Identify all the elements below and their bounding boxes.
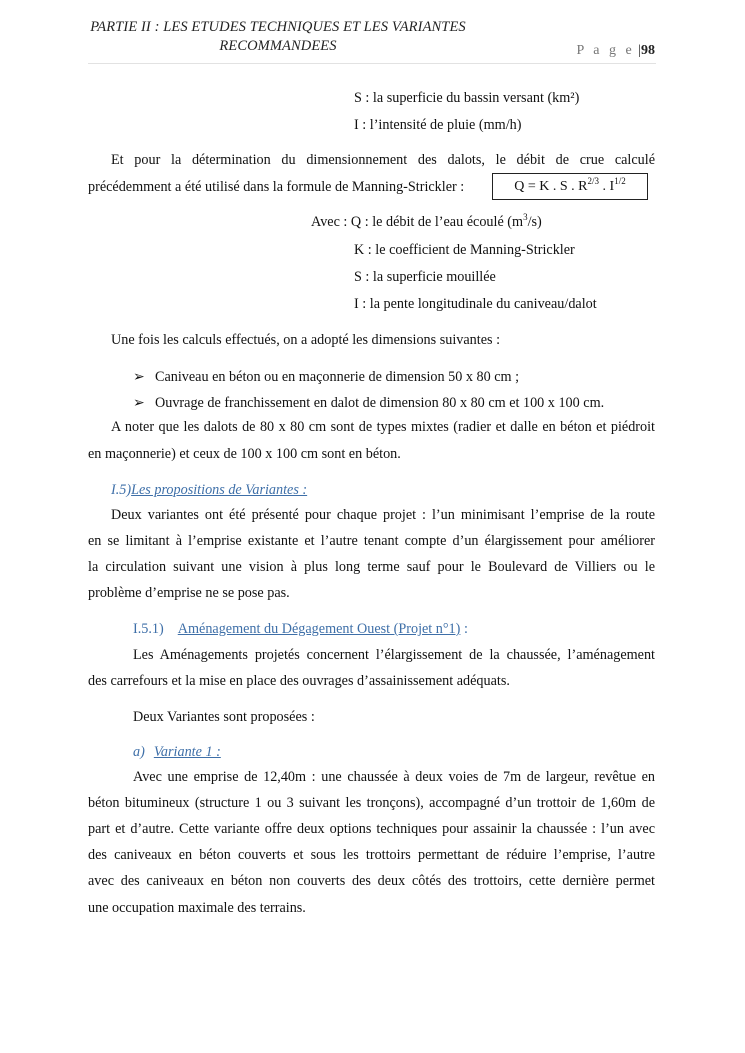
- variante1-line2: béton bitumineux (structure 1 ou 3 suivant les tronçons), accompagné d’un trottoir de 1,60m de: [88, 795, 655, 811]
- header-title-line1: PARTIE II : LES ETUDES TECHNIQUES ET LES VARIANTES: [90, 19, 466, 35]
- variante1-title: Variante 1 :: [153, 744, 221, 760]
- section-i51-title: Aménagement du Dégagement Ouest (Projet n°1): [177, 621, 461, 637]
- para-dalots-line2: précédemment a été utilisé dans la formule de Manning-Strickler :: [88, 179, 465, 195]
- header-title-line2: RECOMMANDEES: [219, 38, 337, 54]
- header-rule: [88, 63, 656, 64]
- def-s: S : la superficie mouillée: [354, 269, 496, 285]
- manning-strickler-formula: [492, 173, 648, 200]
- variantes-line3: la circulation suivant une vision à plus long terme sauf pour le Boulevard de Villiers ou le: [88, 559, 655, 575]
- def-i: I : la pente longitudinale du caniveau/dalot: [354, 296, 597, 312]
- variantes-line4: problème d’emprise ne se pose pas.: [88, 585, 290, 601]
- section-i5-number: I.5): [111, 482, 132, 498]
- formula-base: Q = K . S . R: [514, 179, 588, 194]
- amenagements-line1: Les Aménagements projetés concernent l’élargissement de la chaussée, l’aménagement: [133, 647, 655, 663]
- page-label: P a g e: [576, 43, 635, 58]
- formula-mid: . I: [599, 179, 615, 194]
- page-separator: |: [638, 43, 641, 58]
- section-i51-heading: [133, 619, 468, 639]
- page-number-block: [576, 43, 655, 59]
- variante1-line6: une occupation maximale des terrains.: [88, 900, 306, 916]
- variantes-line1: Deux variantes ont été présenté pour chaque projet : l’un minimisant l’emprise de la route: [111, 507, 655, 523]
- def-avec-q-prefix: Avec : Q : le débit de l’eau écoulé (m: [311, 214, 524, 230]
- variante1-number: a): [133, 744, 145, 760]
- def-avec-q-suffix: /s): [527, 214, 542, 230]
- bullet-caniveau: Caniveau en béton ou en maçonnerie de dimension 50 x 80 cm ;: [155, 369, 520, 385]
- section-i5-heading: [111, 480, 307, 500]
- deux-variantes: Deux Variantes sont proposées :: [133, 709, 315, 725]
- note-line2: en maçonnerie) et ceux de 100 x 100 cm sont en béton.: [88, 446, 401, 462]
- arrow-bullet-icon: ➢: [133, 395, 145, 411]
- section-i51-colon: :: [460, 621, 468, 637]
- page-number: 98: [641, 43, 655, 58]
- section-i5-title: Les propositions de Variantes :: [131, 482, 308, 498]
- def-avec-q: [311, 212, 542, 232]
- note-line1: A noter que les dalots de 80 x 80 cm sont de types mixtes (radier et dalle en béton et piédroit: [111, 419, 655, 435]
- calc-intro: Une fois les calculs effectués, on a adopté les dimensions suivantes :: [111, 332, 501, 348]
- section-i51-number: I.5.1): [133, 621, 164, 637]
- bullet-item: [133, 393, 604, 413]
- amenagements-line2: des carrefours et la mise en place des ouvrages d’assainissement adéquats.: [88, 673, 510, 689]
- def-intensite-pluie: I : l’intensité de pluie (mm/h): [354, 117, 522, 133]
- variante1-line5: avec des caniveaux en béton non couverts des deux côtés des trottoirs, cette dernière permet: [88, 873, 655, 889]
- formula-exp-r: 2/3: [587, 176, 600, 186]
- formula-exp-i: 1/2: [614, 176, 626, 186]
- bullet-item: [133, 367, 519, 387]
- variante1-line1: Avec une emprise de 12,40m : une chaussée à deux voies de 7m de largeur, revêtue en: [133, 769, 655, 785]
- variante1-line4: des caniveaux en béton couverts et sous les trottoirs permettant de réduire l’emprise, l’autre: [88, 847, 655, 863]
- arrow-bullet-icon: ➢: [133, 369, 145, 385]
- bullet-ouvrage: Ouvrage de franchissement en dalot de dimension 80 x 80 cm et 100 x 100 cm.: [155, 395, 605, 411]
- def-k: K : le coefficient de Manning-Strickler: [354, 242, 575, 258]
- para-dalots-line1: Et pour la détermination du dimensionnement des dalots, le débit de crue calculé: [111, 152, 655, 168]
- variante1-line3: part et d’autre. Cette variante offre deux options techniques pour assainir la chaussée : l’un avec: [88, 821, 655, 837]
- def-superficie-bassin: S : la superficie du bassin versant (km²): [354, 90, 580, 106]
- def-avec-q-exp: 3: [523, 212, 528, 222]
- variante1-heading: [133, 742, 221, 762]
- header-title: [58, 18, 498, 56]
- variantes-line2: en se limitant à l’emprise existante et l’autre tenant compte d’un élargissement pour améliorer: [88, 533, 655, 549]
